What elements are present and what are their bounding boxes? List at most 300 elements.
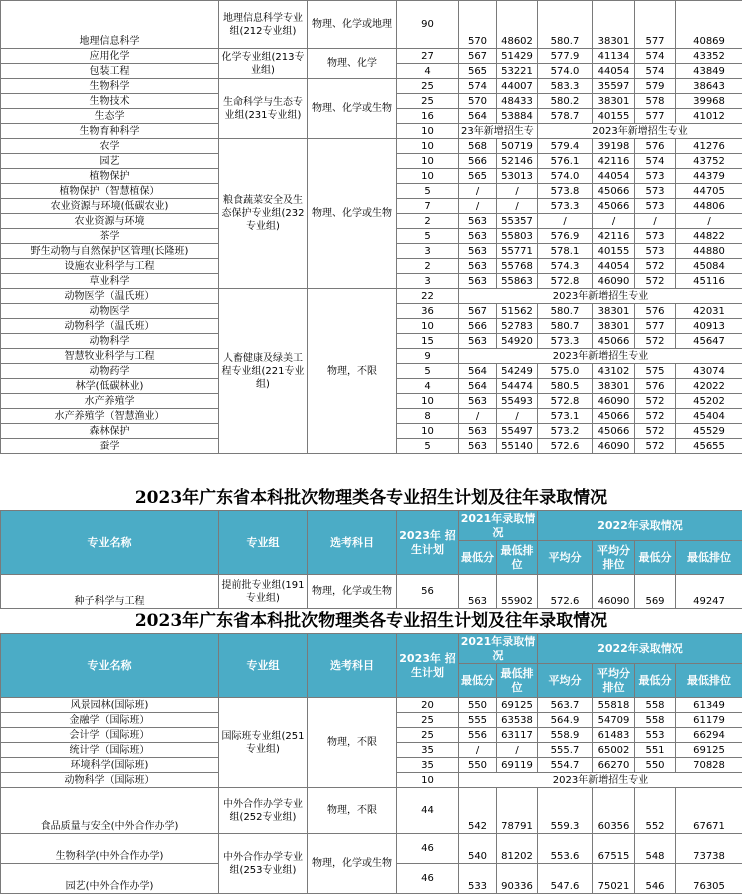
rank-2022: 44880	[676, 244, 742, 259]
rank-2021: /	[497, 409, 538, 424]
new-major-note: 2023年新增招生专业	[538, 124, 742, 139]
avgrank-2022: 40155	[593, 109, 635, 124]
rank-2022: 66294	[676, 728, 742, 743]
major-name: 会计学（国际班）	[1, 728, 219, 743]
plan: 10	[397, 319, 459, 334]
major-name: 农业资源与环境(低碳农业)	[1, 199, 219, 214]
min-2022: 574	[635, 64, 676, 79]
min-2021: 540	[459, 834, 497, 864]
rank-2022: 40869	[676, 1, 742, 49]
avg-2022: 580.7	[538, 319, 593, 334]
rank-2021: 54249	[497, 364, 538, 379]
header-min-2021: 最低分	[459, 541, 497, 575]
major-name: 林学(低碳林业)	[1, 379, 219, 394]
subjects: 物理、化学或生物	[308, 79, 397, 139]
header-subjects: 选考科目	[308, 511, 397, 575]
header-min-2022: 最低分	[635, 541, 676, 575]
rank-2021: /	[497, 743, 538, 758]
avgrank-2022: 43102	[593, 364, 635, 379]
avgrank-2022: 38301	[593, 1, 635, 49]
major-name: 水产养殖学（智慧渔业）	[1, 409, 219, 424]
major-name: 蚕学	[1, 439, 219, 454]
major-name: 茶学	[1, 229, 219, 244]
header-min-2022: 最低分	[635, 664, 676, 698]
avgrank-2022: 65002	[593, 743, 635, 758]
rank-2022: 45655	[676, 439, 742, 454]
rank-2021: 55357	[497, 214, 538, 229]
min-2021: 567	[459, 304, 497, 319]
rank-2022: 41276	[676, 139, 742, 154]
min-2021: 563	[459, 229, 497, 244]
rank-2021: 48433	[497, 94, 538, 109]
section-title-2: 2023年广东省本科批次物理类各专业招生计划及往年录取情况	[0, 610, 742, 632]
plan: 25	[397, 713, 459, 728]
major-name: 植物保护	[1, 169, 219, 184]
major-name: 动物科学（温氏班）	[1, 319, 219, 334]
avg-2022: 574.0	[538, 64, 593, 79]
min-2021: 564	[459, 364, 497, 379]
plan: 4	[397, 379, 459, 394]
avg-2022: 573.1	[538, 409, 593, 424]
rank-2021: 53013	[497, 169, 538, 184]
admission-table-intl	[0, 633, 742, 894]
rank-2022: 38643	[676, 79, 742, 94]
major-group: 人畜健康及绿美工程专业组(221专业组)	[219, 289, 308, 454]
avgrank-2022: 44054	[593, 169, 635, 184]
avgrank-2022: 67515	[593, 834, 635, 864]
rank-2021: 52783	[497, 319, 538, 334]
rank-2021: 53221	[497, 64, 538, 79]
major-name: 园艺(中外合作办学)	[1, 864, 219, 894]
min-2021: 563	[459, 214, 497, 229]
avg-2022: 572.6	[538, 439, 593, 454]
rank-2022: 76305	[676, 864, 742, 894]
major-name: 动物药学	[1, 364, 219, 379]
header-2021: 2021年录取情况	[459, 634, 538, 664]
min-2022: 558	[635, 698, 676, 713]
min-2022: 572	[635, 334, 676, 349]
plan: 5	[397, 364, 459, 379]
major-name: 生态学	[1, 109, 219, 124]
min-2022: 577	[635, 109, 676, 124]
header-2021: 2021年录取情况	[459, 511, 538, 541]
avgrank-2022: 44054	[593, 64, 635, 79]
major-name: 动物科学	[1, 334, 219, 349]
avgrank-2022: 60356	[593, 788, 635, 834]
avg-2022: 558.9	[538, 728, 593, 743]
rank-2022: 49247	[676, 575, 742, 609]
min-2021: 563	[459, 439, 497, 454]
header-avgrank-2022: 平均分排位	[593, 664, 635, 698]
table-row	[1, 834, 742, 864]
min-2022: 548	[635, 834, 676, 864]
plan: 10	[397, 154, 459, 169]
min-2022: 553	[635, 728, 676, 743]
plan: 35	[397, 743, 459, 758]
plan: 22	[397, 289, 459, 304]
min-2021: /	[459, 409, 497, 424]
plan: 15	[397, 334, 459, 349]
avgrank-2022: 46090	[593, 439, 635, 454]
min-2022: 550	[635, 758, 676, 773]
subjects: 物理，不限	[308, 289, 397, 454]
min-2022: 577	[635, 1, 676, 49]
avgrank-2022: 66270	[593, 758, 635, 773]
min-2021: 550	[459, 758, 497, 773]
avg-2022: 580.7	[538, 304, 593, 319]
header-min-2021: 最低分	[459, 664, 497, 698]
rank-2021: 69125	[497, 698, 538, 713]
avg-2022: 572.8	[538, 274, 593, 289]
avg-2022: 563.7	[538, 698, 593, 713]
rank-2022: 43752	[676, 154, 742, 169]
major-name: 环境科学(国际班)	[1, 758, 219, 773]
table-body	[1, 634, 742, 894]
subjects: 物理、化学	[308, 49, 397, 79]
min-2021: 570	[459, 94, 497, 109]
new-major-note: 23年新增招生专	[459, 124, 538, 139]
plan: 9	[397, 349, 459, 364]
rank-2022: 73738	[676, 834, 742, 864]
avg-2022: 554.7	[538, 758, 593, 773]
header-minrank-2021: 最低排位	[497, 541, 538, 575]
avgrank-2022: 45066	[593, 199, 635, 214]
plan: 10	[397, 169, 459, 184]
major-name: 农学	[1, 139, 219, 154]
min-2022: 573	[635, 169, 676, 184]
rank-2022: 61179	[676, 713, 742, 728]
major-group: 地理信息科学专业组(212专业组)	[219, 1, 308, 49]
min-2022: 572	[635, 424, 676, 439]
rank-2021: 55493	[497, 394, 538, 409]
rank-2021: 48602	[497, 1, 538, 49]
plan: 8	[397, 409, 459, 424]
rank-2022: 45529	[676, 424, 742, 439]
avg-2022: 580.7	[538, 1, 593, 49]
rank-2021: 55140	[497, 439, 538, 454]
min-2021: 570	[459, 1, 497, 49]
min-2021: /	[459, 199, 497, 214]
min-2021: 565	[459, 64, 497, 79]
rank-2022: 45404	[676, 409, 742, 424]
plan: 44	[397, 788, 459, 834]
min-2022: 572	[635, 274, 676, 289]
header-plan: 2023年 招生计划	[397, 511, 459, 575]
plan: 10	[397, 773, 459, 788]
plan: 20	[397, 698, 459, 713]
header-group: 专业组	[219, 511, 308, 575]
header-subjects: 选考科目	[308, 634, 397, 698]
rank-2021: 63538	[497, 713, 538, 728]
major-name: 动物科学（国际班）	[1, 773, 219, 788]
major-name: 生物育种科学	[1, 124, 219, 139]
rank-2022: 42022	[676, 379, 742, 394]
min-2022: 579	[635, 79, 676, 94]
avg-2022: 579.4	[538, 139, 593, 154]
min-2022: 575	[635, 364, 676, 379]
major-name: 种子科学与工程	[1, 575, 219, 609]
avgrank-2022: 45066	[593, 334, 635, 349]
new-major-note: 2023年新增招生专业	[459, 289, 742, 304]
plan: 10	[397, 139, 459, 154]
rank-2021: 78791	[497, 788, 538, 834]
avg-2022: 577.9	[538, 49, 593, 64]
avg-2022: 559.3	[538, 788, 593, 834]
table-row	[1, 788, 742, 834]
min-2021: 568	[459, 139, 497, 154]
avgrank-2022: 35597	[593, 79, 635, 94]
avg-2022: 578.7	[538, 109, 593, 124]
min-2022: 576	[635, 139, 676, 154]
rank-2021: 69119	[497, 758, 538, 773]
rank-2022: 69125	[676, 743, 742, 758]
subjects: 物理，不限	[308, 698, 397, 788]
min-2022: 572	[635, 439, 676, 454]
rank-2021: 55768	[497, 259, 538, 274]
rank-2022: 70828	[676, 758, 742, 773]
min-2021: 556	[459, 728, 497, 743]
avgrank-2022: 40155	[593, 244, 635, 259]
header-avg-2022: 平均分	[538, 664, 593, 698]
rank-2022: 45647	[676, 334, 742, 349]
avgrank-2022: 42116	[593, 229, 635, 244]
plan: 46	[397, 864, 459, 894]
table-body	[1, 1, 742, 454]
avgrank-2022: 39198	[593, 139, 635, 154]
major-name: 食品质量与安全(中外合作办学)	[1, 788, 219, 834]
min-2021: 563	[459, 424, 497, 439]
avgrank-2022: 41134	[593, 49, 635, 64]
rank-2022: 45202	[676, 394, 742, 409]
rank-2021: 55803	[497, 229, 538, 244]
rank-2021: 63117	[497, 728, 538, 743]
min-2021: 566	[459, 154, 497, 169]
min-2021: 563	[459, 334, 497, 349]
avg-2022: 580.5	[538, 379, 593, 394]
min-2022: 573	[635, 244, 676, 259]
plan: 36	[397, 304, 459, 319]
rank-2021: 51429	[497, 49, 538, 64]
avgrank-2022: 38301	[593, 319, 635, 334]
rank-2021: 52146	[497, 154, 538, 169]
min-2021: 542	[459, 788, 497, 834]
min-2021: 565	[459, 169, 497, 184]
subjects: 物理、化学或生物	[308, 139, 397, 289]
min-2021: 574	[459, 79, 497, 94]
rank-2022: 43074	[676, 364, 742, 379]
subjects: 物理，不限	[308, 788, 397, 834]
major-group: 粮食蔬菜安全及生态保护专业组(232专业组)	[219, 139, 308, 289]
plan: 27	[397, 49, 459, 64]
subjects: 物理，化学或生物	[308, 575, 397, 609]
min-2021: 550	[459, 698, 497, 713]
header-avgrank-2022: 平均分排位	[593, 541, 635, 575]
avgrank-2022: 45066	[593, 184, 635, 199]
avg-2022: 564.9	[538, 713, 593, 728]
avgrank-2022: 54709	[593, 713, 635, 728]
major-name: 智慧牧业科学与工程	[1, 349, 219, 364]
header-minrank-2022: 最低排位	[676, 664, 742, 698]
plan: 25	[397, 94, 459, 109]
min-2021: /	[459, 184, 497, 199]
major-name: 水产养殖学	[1, 394, 219, 409]
min-2021: 533	[459, 864, 497, 894]
major-name: 生物科学(中外合作办学)	[1, 834, 219, 864]
major-name: 统计学（国际班）	[1, 743, 219, 758]
avgrank-2022: 46090	[593, 274, 635, 289]
plan: 16	[397, 109, 459, 124]
min-2022: 572	[635, 394, 676, 409]
avg-2022: 576.1	[538, 154, 593, 169]
min-2021: 566	[459, 319, 497, 334]
major-group: 国际班专业组(251专业组)	[219, 698, 308, 788]
avgrank-2022: 42116	[593, 154, 635, 169]
major-name: 农业资源与环境	[1, 214, 219, 229]
subjects: 物理、化学或地理	[308, 1, 397, 49]
plan: 10	[397, 124, 459, 139]
plan: 5	[397, 184, 459, 199]
min-2021: 563	[459, 259, 497, 274]
avg-2022: 555.7	[538, 743, 593, 758]
rank-2022: 40913	[676, 319, 742, 334]
header-major: 专业名称	[1, 511, 219, 575]
avgrank-2022: 55818	[593, 698, 635, 713]
rank-2022: 41012	[676, 109, 742, 124]
major-name: 动物医学	[1, 304, 219, 319]
rank-2022: 45116	[676, 274, 742, 289]
min-2022: 551	[635, 743, 676, 758]
major-name: 生物技术	[1, 94, 219, 109]
table-row	[1, 1, 742, 49]
major-name: 生物科学	[1, 79, 219, 94]
rank-2021: 55863	[497, 274, 538, 289]
major-name: 动物医学（温氏班）	[1, 289, 219, 304]
avg-2022: 573.2	[538, 424, 593, 439]
table-row	[1, 698, 742, 713]
rank-2021: 55497	[497, 424, 538, 439]
header-avg-2022: 平均分	[538, 541, 593, 575]
major-group: 提前批专业组(191专业组)	[219, 575, 308, 609]
plan: 10	[397, 394, 459, 409]
avg-2022: 573.3	[538, 199, 593, 214]
avg-2022: 576.9	[538, 229, 593, 244]
table-row	[1, 139, 742, 154]
major-name: 应用化学	[1, 49, 219, 64]
avg-2022: 574.3	[538, 259, 593, 274]
major-group: 化学专业组(213专业组)	[219, 49, 308, 79]
header-major: 专业名称	[1, 634, 219, 698]
major-name: 包装工程	[1, 64, 219, 79]
min-2022: 574	[635, 49, 676, 64]
avgrank-2022: 45066	[593, 409, 635, 424]
major-group: 中外合作办学专业组(253专业组)	[219, 834, 308, 894]
avgrank-2022: 45066	[593, 424, 635, 439]
plan: 7	[397, 199, 459, 214]
min-2021: 555	[459, 713, 497, 728]
min-2021: 563	[459, 244, 497, 259]
plan: 5	[397, 229, 459, 244]
new-major-note: 2023年新增招生专业	[459, 349, 742, 364]
avgrank-2022: /	[593, 214, 635, 229]
plan: 90	[397, 1, 459, 49]
major-name: 园艺	[1, 154, 219, 169]
plan: 25	[397, 728, 459, 743]
rank-2022: 44379	[676, 169, 742, 184]
avg-2022: 553.6	[538, 834, 593, 864]
min-2022: 546	[635, 864, 676, 894]
avgrank-2022: 38301	[593, 94, 635, 109]
rank-2021: /	[497, 199, 538, 214]
avgrank-2022: 46090	[593, 394, 635, 409]
plan: 2	[397, 214, 459, 229]
table-row	[1, 79, 742, 94]
min-2022: 573	[635, 229, 676, 244]
min-2021: /	[459, 743, 497, 758]
min-2021: 564	[459, 379, 497, 394]
rank-2022: 44806	[676, 199, 742, 214]
rank-2021: 55771	[497, 244, 538, 259]
rank-2022: 44705	[676, 184, 742, 199]
avg-2022: 575.0	[538, 364, 593, 379]
rank-2021: 81202	[497, 834, 538, 864]
min-2021: 567	[459, 49, 497, 64]
major-name: 野生动物与自然保护区管理(长隆班)	[1, 244, 219, 259]
avgrank-2022: 38301	[593, 379, 635, 394]
header-group: 专业组	[219, 634, 308, 698]
avg-2022: /	[538, 214, 593, 229]
major-group: 生命科学与生态专业组(231专业组)	[219, 79, 308, 139]
min-2022: 572	[635, 409, 676, 424]
avg-2022: 580.2	[538, 94, 593, 109]
rank-2021: 55902	[497, 575, 538, 609]
table-row	[1, 575, 742, 609]
new-major-note: 2023年新增招生专业	[459, 773, 742, 788]
plan: 3	[397, 274, 459, 289]
major-name: 风景园林(国际班)	[1, 698, 219, 713]
major-name: 草业科学	[1, 274, 219, 289]
min-2021: 563	[459, 274, 497, 289]
min-2021: 564	[459, 109, 497, 124]
rank-2021: 50719	[497, 139, 538, 154]
rank-2021: 53884	[497, 109, 538, 124]
table-row	[1, 289, 742, 304]
plan: 2	[397, 259, 459, 274]
header-2022: 2022年录取情况	[538, 634, 742, 664]
plan: 5	[397, 439, 459, 454]
avg-2022: 574.0	[538, 169, 593, 184]
min-2022: 552	[635, 788, 676, 834]
rank-2021: /	[497, 184, 538, 199]
rank-2021: 44007	[497, 79, 538, 94]
avg-2022: 583.3	[538, 79, 593, 94]
min-2022: 577	[635, 319, 676, 334]
rank-2022: 45084	[676, 259, 742, 274]
rank-2022: 44822	[676, 229, 742, 244]
min-2022: 578	[635, 94, 676, 109]
avgrank-2022: 44054	[593, 259, 635, 274]
header-minrank-2021: 最低排位	[497, 664, 538, 698]
major-name: 地理信息科学	[1, 1, 219, 49]
plan: 3	[397, 244, 459, 259]
rank-2022: 42031	[676, 304, 742, 319]
header-minrank-2022: 最低排位	[676, 541, 742, 575]
min-2022: 572	[635, 259, 676, 274]
major-name: 植物保护（智慧植保）	[1, 184, 219, 199]
rank-2021: 90336	[497, 864, 538, 894]
plan: 25	[397, 79, 459, 94]
min-2022: /	[635, 214, 676, 229]
section-title-1: 2023年广东省本科批次物理类各专业招生计划及往年录取情况	[0, 487, 742, 509]
